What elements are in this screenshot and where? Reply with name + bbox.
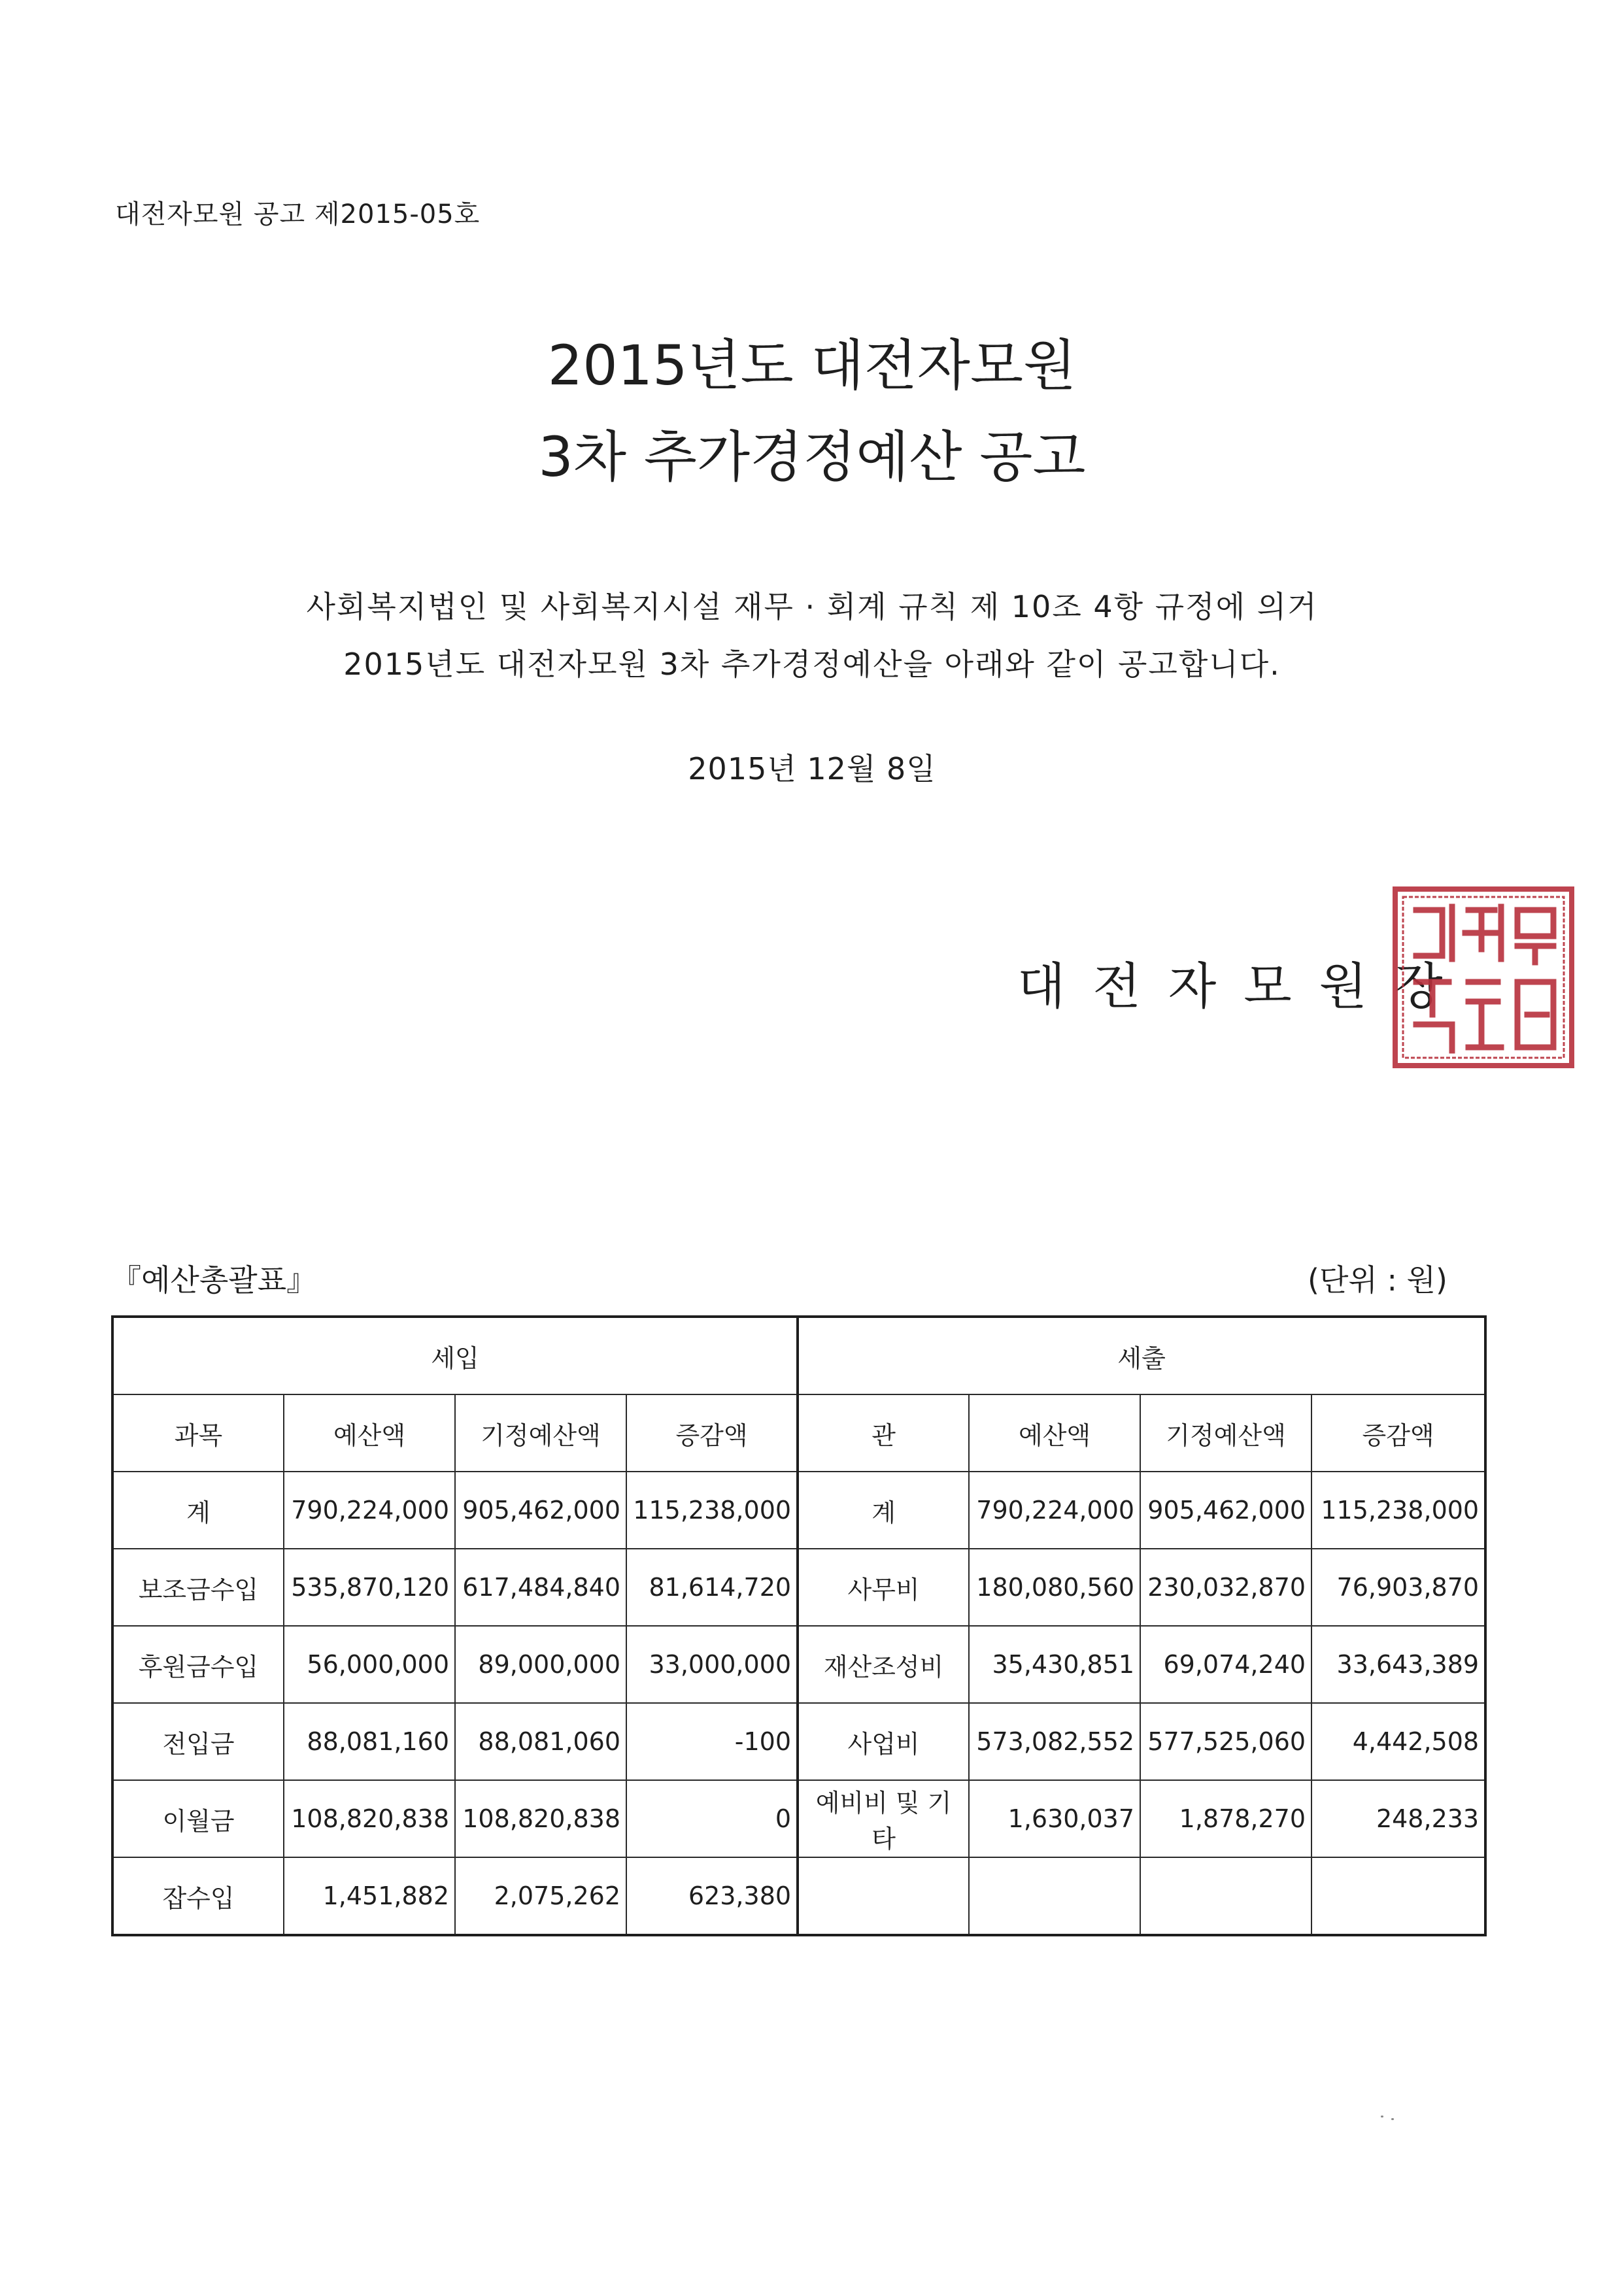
table-cell: [1311, 1857, 1485, 1935]
table-cell: 790,224,000: [284, 1472, 455, 1549]
column-header: 기정예산액: [455, 1394, 626, 1472]
table-cell: 33,000,000: [626, 1626, 798, 1703]
table-cell: 88,081,160: [284, 1703, 455, 1780]
table-cell: 905,462,000: [455, 1472, 626, 1549]
table-cell: 617,484,840: [455, 1549, 626, 1626]
table-row: [112, 1472, 1485, 1549]
table-cell: 예비비 및 기타: [798, 1780, 969, 1857]
table-caption: 『예산총괄표』: [111, 1262, 317, 1298]
table-cell: 계: [798, 1472, 969, 1549]
table-row: [112, 1780, 1485, 1857]
official-seal: [1390, 884, 1577, 1071]
table-cell: 56,000,000: [284, 1626, 455, 1703]
table-row: [112, 1703, 1485, 1780]
table-cell: 573,082,552: [969, 1703, 1140, 1780]
table-cell: 88,081,060: [455, 1703, 626, 1780]
table-cell: 1,630,037: [969, 1780, 1140, 1857]
table-cell: [1140, 1857, 1311, 1935]
table-cell: 재산조성비: [798, 1626, 969, 1703]
table-cell: 108,820,838: [455, 1780, 626, 1857]
table-cell: 35,430,851: [969, 1626, 1140, 1703]
table-row: [112, 1549, 1485, 1626]
table-cell: 230,032,870: [1140, 1549, 1311, 1626]
table-cell: 76,903,870: [1311, 1549, 1485, 1626]
table-cell: 보조금수입: [112, 1549, 284, 1626]
table-cell: 33,643,389: [1311, 1626, 1485, 1703]
table-cell: 후원금수입: [112, 1626, 284, 1703]
table-cell: 108,820,838: [284, 1780, 455, 1857]
table-cell: 2,075,262: [455, 1857, 626, 1935]
table-cell: 623,380: [626, 1857, 798, 1935]
table-cell: 248,233: [1311, 1780, 1485, 1857]
column-header: 증감액: [626, 1394, 798, 1472]
table-cell: 115,238,000: [626, 1472, 798, 1549]
table-cell: 잡수입: [112, 1857, 284, 1935]
table-cell: 전입금: [112, 1703, 284, 1780]
scan-speck: [1381, 2116, 1383, 2117]
body-text-line-2: 2015년도 대전자모원 3차 추가경정예산을 아래와 같이 공고합니다.: [343, 647, 1281, 682]
table-cell: 계: [112, 1472, 284, 1549]
table-cell: 81,614,720: [626, 1549, 798, 1626]
issue-date: 2015년 12월 8일: [688, 751, 936, 786]
body-text-line-1: 사회복지법인 및 사회복지시설 재무 · 회계 규칙 제 10조 4항 규정에 의거: [306, 589, 1318, 624]
table-cell: 577,525,060: [1140, 1703, 1311, 1780]
table-cell: 1,451,882: [284, 1857, 455, 1935]
column-header: 예산액: [969, 1394, 1140, 1472]
table-cell: 사업비: [798, 1703, 969, 1780]
column-header: 기정예산액: [1140, 1394, 1311, 1472]
table-cell: [798, 1857, 969, 1935]
column-header: 관: [798, 1394, 969, 1472]
table-cell: 89,000,000: [455, 1626, 626, 1703]
table-cell: 115,238,000: [1311, 1472, 1485, 1549]
signer-name: 대전자모원장: [1017, 957, 1470, 1015]
table-cell: 0: [626, 1780, 798, 1857]
scan-speck: [1391, 2118, 1394, 2120]
table-cell: 4,442,508: [1311, 1703, 1485, 1780]
table-row: [112, 1626, 1485, 1703]
budget-summary-table: [111, 1315, 1487, 1936]
table-cell: 905,462,000: [1140, 1472, 1311, 1549]
table-cell: [969, 1857, 1140, 1935]
unit-label: (단위 : 원): [1308, 1262, 1447, 1298]
table-cell: 180,080,560: [969, 1549, 1140, 1626]
revenue-section-header: 세입: [112, 1317, 798, 1394]
table-cell: 535,870,120: [284, 1549, 455, 1626]
column-header: 과목: [112, 1394, 284, 1472]
title-line-2: 3차 추가경정예산 공고: [538, 425, 1086, 489]
table-cell: -100: [626, 1703, 798, 1780]
expense-section-header: 세출: [798, 1317, 1485, 1394]
table-cell: 이월금: [112, 1780, 284, 1857]
table-cell: 사무비: [798, 1549, 969, 1626]
table-cell: 790,224,000: [969, 1472, 1140, 1549]
table-cell: 69,074,240: [1140, 1626, 1311, 1703]
table-row: [112, 1857, 1485, 1935]
table-cell: 1,878,270: [1140, 1780, 1311, 1857]
title-line-1: 2015년도 대전자모원: [547, 333, 1077, 397]
column-header: 예산액: [284, 1394, 455, 1472]
document-number: 대전자모원 공고 제2015-05호: [115, 199, 481, 229]
column-header: 증감액: [1311, 1394, 1485, 1472]
